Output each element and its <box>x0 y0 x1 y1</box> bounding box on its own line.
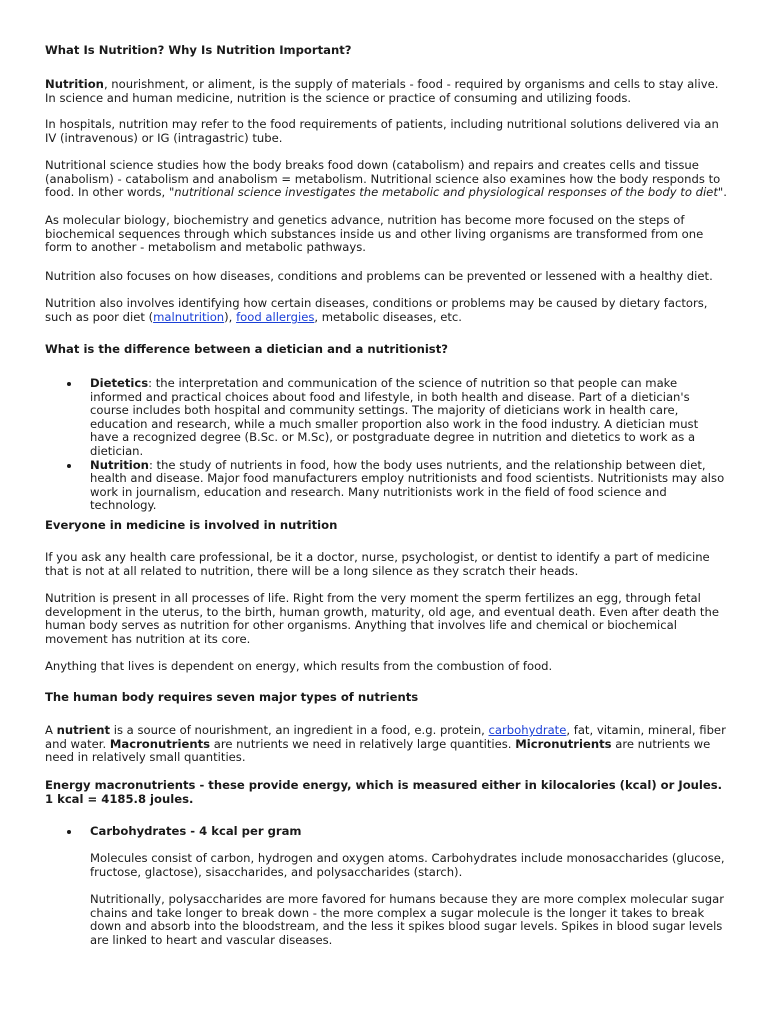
paragraph-processes-of-life: Nutrition is present in all processes of life. Right from the very moment the sperm fertilizes an egg, through fetal development in the uterus, to the birth, human growth, maturity, old age, and eventual death. Even after death the human body serves as nutrition for other organisms. Anything that involves life and chemical or biochemical movement has nutrition at its core. <box>45 591 719 646</box>
heading-what-is-nutrition: What Is Nutrition? Why Is Nutrition Important? <box>45 43 352 57</box>
carbohydrates-title: Carbohydrates - 4 kcal per gram <box>90 824 302 838</box>
paragraph-prevention: Nutrition also focuses on how diseases, conditions and problems can be prevented or lessened with a healthy diet. <box>45 269 713 283</box>
paragraph-molecular-biology: As molecular biology, biochemistry and genetics advance, nutrition has become more focused on the steps of biochemical sequences through which substances inside us and other living organisms are transformed from one form to another - metabolism and metabolic pathways. <box>45 213 704 255</box>
list-item-dietetics: Dietetics: the interpretation and communication of the science of nutrition so that people can make informed and practical choices about food and lifestyle, in both health and disease. Part of a dietician's course includes both hospital and community settings. The majority of dieticians work in health care, education and research, while a much smaller proportion also work in the food industry. A dietician must have a recognized degree (B.Sc. or M.Sc), or postgraduate degree in nutrition and dietetics to work as a dietician. <box>45 377 730 459</box>
heading-energy-macronutrients: Energy macronutrients - these provide energy, which is measured either in kilocalories (kcal) or Joules. 1 kcal = 4185.8 joules. <box>45 778 723 806</box>
heading-medicine-nutrition: Everyone in medicine is involved in nutrition <box>45 518 338 532</box>
quote: "nutritional science investigates the metabolic and physiological responses of the body to diet" <box>168 185 724 200</box>
term-nutrition: Nutrition <box>45 77 104 91</box>
link-malnutrition[interactable]: malnutrition <box>153 309 225 324</box>
paragraph-carb-molecules: Molecules consist of carbon, hydrogen and oxygen atoms. Carbohydrates include monosaccharides (glucose, fructose, glactose), sisaccharides, and polysaccharides (starch). <box>90 851 725 879</box>
paragraph-polysaccharides: Nutritionally, polysaccharides are more favored for humans because they are more complex molecular sugar chains and take longer to break down - the more complex a sugar molecule is the longer it takes to break down and absorb into the bloodstream, and the less it spikes blood sugar levels. Spikes in blood sugar levels are linked to heart and vascular diseases. <box>90 892 724 947</box>
link-food-allergies[interactable]: food allergies <box>236 309 315 324</box>
bullet-icon <box>67 830 71 834</box>
list-item-nutrition: Nutrition: the study of nutrients in food, how the body uses nutrients, and the relationship between diet, health and disease. Major food manufacturers employ nutritionists and food scientists. Nutritionists may also work in journalism, education and research. Many nutritionists work in the field of food science and technology. <box>45 459 730 513</box>
paragraph-definition: Nutrition, nourishment, or aliment, is the supply of materials - food - required by organisms and cells to stay alive. In science and human medicine, nutrition is the science or practice of consuming and utilizing foods. <box>45 77 719 105</box>
paragraph-nutritional-science: Nutritional science studies how the body breaks food down (catabolism) and repairs and creates cells and tissue (anabolism) - catabolism and anabolism = metabolism. Nutritional science also examines how the body responds to food. In other words, "nutritional science investigates the metabolic and physiological responses of the body to diet". <box>45 158 727 200</box>
heading-seven-nutrients: The human body requires seven major types of nutrients <box>45 690 419 704</box>
paragraph-health-professional: If you ask any health care professional, be it a doctor, nurse, psychologist, or dentist to identify a part of medicine that is not at all related to nutrition, there will be a long silence as they scratch their heads. <box>45 550 710 578</box>
link-carbohydrate[interactable]: carbohydrate <box>488 723 567 737</box>
paragraph-dietary-factors: Nutrition also involves identifying how certain diseases, conditions or problems may be caused by dietary factors, such as poor diet (malnutrition), food allergies, metabolic diseases, etc. <box>45 296 708 324</box>
paragraph-hospitals: In hospitals, nutrition may refer to the food requirements of patients, including nutritional solutions delivered via an IV (intravenous) or IG (intragastric) tube. <box>45 117 719 145</box>
paragraph-nutrient-definition: A nutrient is a source of nourishment, an ingredient in a food, e.g. protein, carbohydrate, fat, vitamin, mineral, fiber and water. Macronutrients are nutrients we need in relatively large quantities. Micronutrients are nutrients we need in relatively small quantities. <box>45 723 726 765</box>
paragraph-energy: Anything that lives is dependent on energy, which results from the combustion of food. <box>45 659 553 673</box>
dietician-bullet-list <box>45 377 730 513</box>
heading-dietician-vs-nutritionist: What is the difference between a dietician and a nutritionist? <box>45 342 448 356</box>
